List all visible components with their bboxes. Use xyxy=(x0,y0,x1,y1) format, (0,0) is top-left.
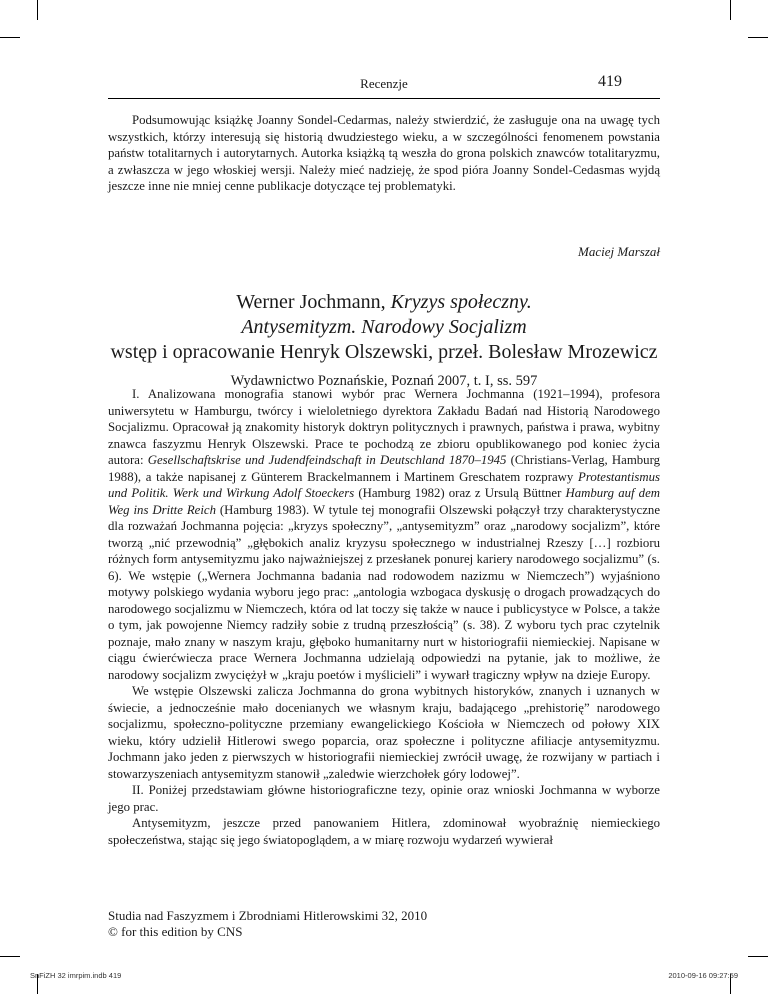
journal-citation: Studia nad Faszyzmem i Zbrodniami Hitlerowskimi 32, 2010 xyxy=(108,908,428,923)
running-header: Recenzje xyxy=(360,76,408,91)
page-footer xyxy=(108,908,427,940)
crop-mark xyxy=(37,0,38,20)
print-slug-timestamp: 2010-09-16 09:27:59 xyxy=(668,971,738,980)
cited-title: Gesellschaftskrise und Judendfeindschaft in Deutschland 1870–1945 xyxy=(147,453,507,467)
text-run: (Hamburg 1982) oraz z Ursulą Büttner xyxy=(354,486,566,500)
text-run: (Hamburg 1983). W tytule tej monografii Olszewski połączył trzy charakterystyczne dla rozważań Jochmanna pojęcia: „kryzys społeczny”, „antysemityzm” oraz „narodowy socjalizm”, które tworzą „nić przewodnią” „głębokich analiz kryzysu społecznego w industrialnej Rzeszy […] rozbioru różnych form antysemityzmu jako najważniejszej z przesłanek ponurej kariery narodowego socjalizmu” (s. 6). We wstępie („Wernera Jochmanna badania nad rodowodem nazizmu w Niemczech”) wyjaśniono motywy polskiego wydania wyboru jego prac: „antologia wzbogaca dyskusję o drogach prowadzących do narodowego socjalizmu w Niemczech, która od lat toczy się także w nauce i publicystyce w Polsce, a także o tym, jak powojenne Niemcy radziły sobie z trudną przeszłością” (s. 38). Z wyboru tych prac czytelnik poznaje, mało znany w naszym kraju, głęboko humanitarny nurt w historiografii niemieckiej. Napisane w ciągu ćwierćwiecza prace Wernera Jochmanna udzielają odpowiedzi na pytanie, jak to możliwe, że narodowy socjalizm zwyciężył w „kraju poetów i myślicieli” i wywarł tragiczny wpływ na dzieje Europy. xyxy=(108,502,660,682)
text-run: I. Analizowana monografia stanowi wybór prac Wernera Jochmanna (1921–1994), profesora uniwersytetu w Hamburgu, twórcy i wieloletniego dyrektora Zakładu Badań nad Historią Narodowego Socjalizmu. Opracował ją znakomity historyk doktryn politycznych i prawnych, państwa i prawa, wybitny znawca faszyzmu Henryk Olszewski. Prace te pochodzą ze zbioru opublikowanego pod koniec życia autora: xyxy=(108,387,660,467)
text-run: (Christians-Verlag, Hamburg 1988), a także napisanej z Günterem Brackelmannem i Martinem Greschatem rozprawy xyxy=(108,453,660,484)
crop-mark xyxy=(730,0,731,20)
review-title xyxy=(108,290,660,391)
paragraph: II. Poniżej przedstawiam główne historiograficzne tezy, opinie oraz wnioski Jochmanna w wyborze jego prac. xyxy=(108,783,660,814)
header-rule xyxy=(108,98,660,99)
book-title: Kryzys społeczny. xyxy=(390,291,532,313)
reviewer-name: Maciej Marszał xyxy=(578,244,660,259)
editors-line: wstęp i opracowanie Henryk Olszewski, przeł. Bolesław Mrozewicz xyxy=(110,341,658,363)
book-author: Werner Jochmann, xyxy=(236,291,386,313)
title-line-1 xyxy=(108,290,660,315)
crop-mark xyxy=(748,37,768,38)
review-body xyxy=(108,386,660,848)
paragraph xyxy=(108,386,660,683)
paragraph: Antysemityzm, jeszcze przed panowaniem Hitlera, zdominował wyobraźnię niemieckiego społeczeństwa, stając się jego światopoglądem, a w miarę rozwoju wydarzeń wywierał xyxy=(108,816,660,847)
copyright-notice: © for this edition by CNS xyxy=(108,924,243,939)
publisher-line: Wydawnictwo Poznańskie, Poznań 2007, t. I, ss. 597 xyxy=(230,373,538,389)
crop-mark xyxy=(0,956,20,957)
cited-title: Protestantismus und Politik. Werk und Wirkung Adolf Stoeckers xyxy=(108,469,660,500)
page-number: 419 xyxy=(598,73,622,90)
crop-mark xyxy=(0,37,20,38)
paragraph: We wstępie Olszewski zalicza Jochmanna do grona wybitnych historyków, znanych i uznanych w świecie, a jednocześnie mało docenianych we własnym kraju, badającego „prehistorię” narodowego socjalizmu, społeczno-polityczne przemiany ewangelickiego Kościoła w Niemczech od połowy XIX wieku, który udzielił Hitlerowi swego poparcia, oraz społeczne i polityczne afiliacje antysemityzmu. Jochmann jako jeden z pierwszych w historiografii niemieckiej zwrócił uwagę, że rozwijany w partiach i stowarzyszeniach antysemityzm stanowił „zaledwie wierzchołek góry lodowej”. xyxy=(108,684,660,781)
crop-mark xyxy=(748,956,768,957)
print-slug-file: SnFiZH 32 imrpim.indb 419 xyxy=(30,971,122,980)
paragraph: Podsumowując książkę Joanny Sondel-Cedarmas, należy stwierdzić, że zasługuje ona na uwagę tych wszystkich, którzy interesują się historią dwudziestego wieku, a w szczególności fenomenem powstania państw totalitarnych i autorytarnych. Autorka książką tą weszła do grona polskich znawców totalitaryzmu, a zwłaszcza w jego włoskiej wersji. Należy mieć nadzieję, że spod pióra Joanny Sondel-Cedasmas wyjdą jeszcze inne nie mniej cenne publikacje dotyczące tej problematyki. xyxy=(108,113,660,193)
book-subtitle: Antysemityzm. Narodowy Socjalizm xyxy=(241,316,527,338)
title-line-2 xyxy=(108,315,660,340)
cited-title: Hamburg auf dem Weg ins Dritte Reich xyxy=(108,486,660,517)
previous-review-text xyxy=(108,112,660,195)
